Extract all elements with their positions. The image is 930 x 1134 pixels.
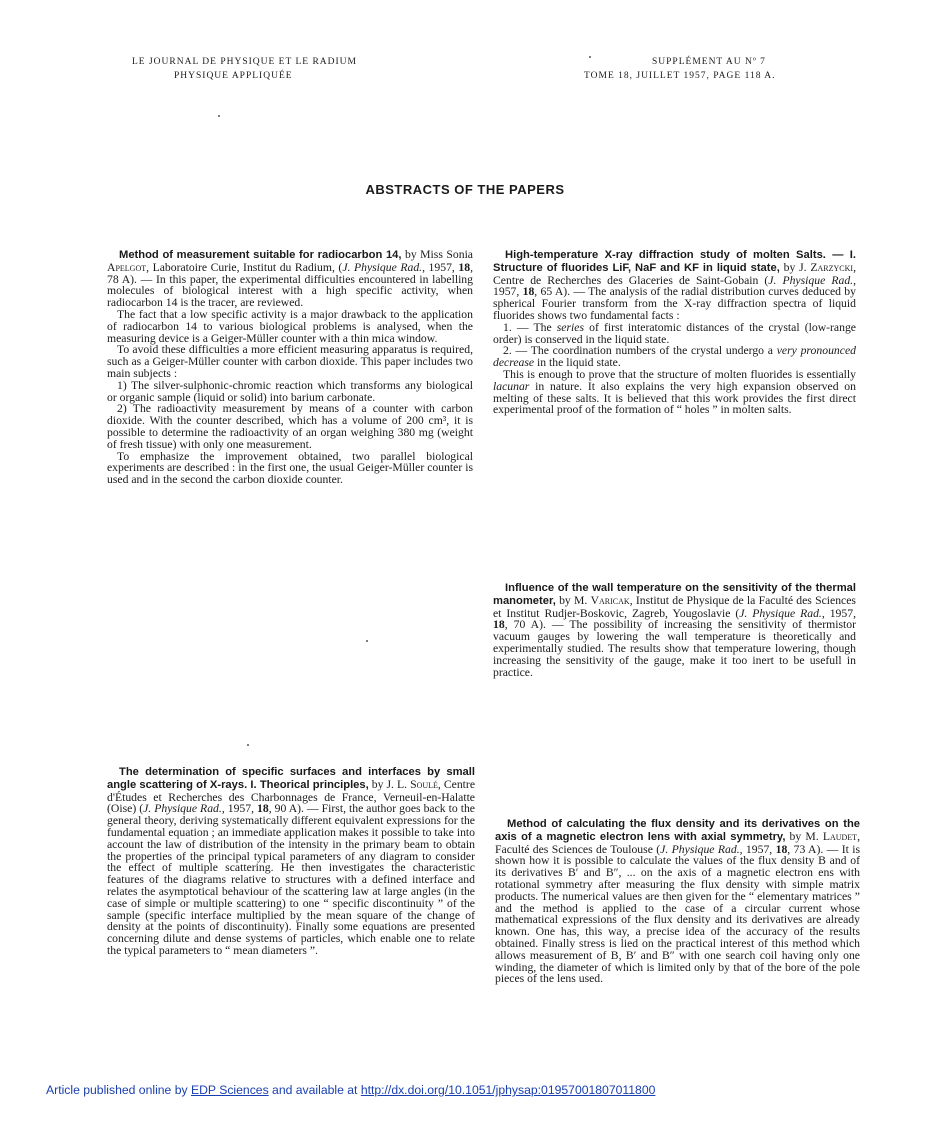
journal-ref: J. Physique Rad. [143, 802, 222, 816]
doi-link[interactable]: http://dx.doi.org/10.1051/jphysap:01957001807011800 [360, 1083, 656, 1097]
scan-speck [218, 115, 220, 117]
abstract-conclusion: This is enough to prove that the structure of molten fluorides is essentially lacunar in nature. It also explains the very high expansion observed on melting of these salts. It is believed that this work provides the first direct experimental proof of the formation of “ holes ” in molten salts. [493, 367, 856, 417]
publisher-link[interactable]: EDP Sciences [190, 1083, 269, 1097]
supplement-label: SUPPLÉMENT AU Nº 7 [652, 57, 766, 67]
abstract-xray-molten-salts [493, 249, 856, 416]
abstract-title: Method of measurement suitable for radiocarbon 14, [119, 249, 402, 261]
fact-two: 2. — The coordination numbers of the crystal undergo a very pronounced decrease in the liquid state. [493, 344, 856, 370]
author-name: Varicak [590, 593, 630, 607]
abstract-intro: Method of measurement suitable for radiocarbon 14, by Miss Sonia Apelgot, Laboratoire Curie, Institut du Radium, (J. Physique Rad., 1957, 18, 78 A). — In this paper, the experimental difficulties encountered in labelling molecules of biological interest with a high specific activity, when radiocarbon 14 is the tracer, are reviewed. [107, 248, 474, 310]
abstract-paragraph: To avoid these difficulties a more efficient measuring apparatus is required, such as a Geiger-Müller counter with carbon dioxide. This paper includes two main subjects : [107, 343, 473, 380]
abstract-paragraph: To emphasize the improvement obtained, two parallel biological experiments are described : in the first one, the usual Geiger-Müller counter is used and in the second the carbon dioxide counter. [107, 449, 473, 487]
scan-speck [247, 744, 249, 746]
scan-speck [366, 640, 368, 642]
abstract-title: The determination of specific surfaces and interfaces by small angle scattering of X-rays. I. Theorical principles, [107, 766, 475, 791]
abstract-small-angle-scattering [107, 766, 475, 957]
abstract-intro: Influence of the wall temperature on the sensitivity of the thermal manometer, by M. Varicak, Institut de Physique de la Faculté des Sciences et Institut Rudjer-Boskovic, Zagreb, Yougoslavie (J. Physique Rad., 1957, 18, 70 A). — The possibility of increasing the sensitivity of thermistor vacuum gauges by lowering the wall temperature is theoretically and experimentally studied. The results show that temperature lowering, though increasing the sensitivity of the gauge, make it too inert to be usefull in practice. [493, 582, 857, 679]
author-name: Zarzycki [810, 260, 854, 274]
volume-page-label: TOME 18, JUILLET 1957, PAGE 118 A. [584, 71, 776, 81]
abstract-intro: The determination of specific surfaces and interfaces by small angle scattering of X-rays. I. Theorical principles, by J. L. Soulé, Centre d'Études et Recherches des Charbonnages de France, Verneuil-en-Halatte (Oise) (J. Physique Rad., 1957, 18, 90 A). — First, the author goes back to the general theory, deriving systematically different equivalent expressions for the fundamental equation ; an immediate application makes it possible to take into account the law of distribution of the intensity in the primary beam to obtain the properties of the principal typical parameters of any diagram to consider the effect of multiple scattering. He then investigates the characteristic features of the diagrams relative to structures with a defined interface and relates the asymptotical behaviour of the scattering law at large angles (in the case of simple or multiple scattering) to one “ specific discontinuity ” of the sample (specific interface multiplied by the mean square of the change of density at the points of discontinuity). Finally some equations are presented concerning dilute and dense systems of particles, which enable one to relate the typical parameters to “ mean diameters ”. [107, 766, 476, 957]
journal-name: LE JOURNAL DE PHYSIQUE ET LE RADIUM [132, 57, 357, 67]
abstract-title: Method of calculating the flux density and its derivatives on the axis of a magnetic electron lens with axial symmetry, [495, 818, 860, 843]
journal-section: PHYSIQUE APPLIQUÉE [174, 71, 293, 81]
abstract-magnetic-lens [495, 818, 860, 985]
fact-one: 1. — The series of first interatomic distances of the crystal (low-range order) is conserved in the liquid state. [493, 320, 856, 346]
author-name: Laudet [822, 829, 858, 843]
abstract-paragraph: 1) The silver-sulphonic-chromic reaction which transforms any biological or organic sample (liquid or solid) into barium carbonate. [107, 378, 473, 404]
journal-ref: J. Physique Rad. [739, 606, 822, 620]
journal-ref: J. Physique Rad. [342, 260, 423, 274]
abstract-title: Influence of the wall temperature on the sensitivity of the thermal manometer, [493, 582, 856, 607]
journal-ref: J. Physique Rad. [660, 842, 740, 856]
abstract-intro: High-temperature X-ray diffraction study of molten Salts. — I. Structure of fluorides LiF, NaF and KF in liquid state, by J. Zarzycki, Centre de Recherches des Glaceries de Saint-Gobain (J. Physique Rad., 1957, 18, 65 A). — The analysis of the radial distribution curves deduced by spherical Fourier transform from the X-ray diffraction spectra of liquid fluorides shows two fundamental facts : [493, 249, 857, 322]
abstract-paragraph: The fact that a low specific activity is a major drawback to the application of radiocarbon 14 to various biological problems is analysed, when the measuring device is a Geiger-Müller counter with a thin mica window. [107, 307, 473, 345]
journal-ref: J. Physique Rad. [768, 273, 854, 287]
abstract-paragraph: 2) The radioactivity measurement by means of a counter with carbon dioxide. With the counter described, which has a volume of 200 cm³, it is possible to determine the radioactivity of an organ weighing 380 mg (weight of fresh tissue) with only one measurement. [107, 402, 473, 451]
author-name: Soulé [410, 777, 438, 791]
abstract-thermal-manometer [493, 582, 856, 678]
abstract-intro: Method of calculating the flux density and its derivatives on the axis of a magnetic electron lens with axial symmetry, by M. Laudet, Faculté des Sciences de Toulouse (J. Physique Rad., 1957, 18, 73 A). — It is shown how it is possible to calculate the values of the flux density B and of its derivatives B′ and B″, ... on the axis of a magnetic electron ens with rotational symmetry after measuring the flux density with simple matrix products. The numerical values are then given for the “ elementary matrices ” and the method is applied to the case of a circular current whose mathematical expressions of the flux density and its derivatives are already known. One has, this way, a precise idea of the accuracy of the results obtained. Finally stress is lied on the practical interest of this method which allows measurement of B, B′ and B″ with one search coil having only one winding, the diameter of which is limited only by that of the bore of the pole pieces of the lens used. [495, 818, 861, 986]
abstract-radiocarbon [107, 249, 473, 486]
issue-header [584, 55, 776, 83]
abstract-title: High-temperature X-ray diffraction study of molten Salts. — I. Structure of fluorides LiF, NaF and KF in liquid state, [493, 249, 856, 274]
author-name: Apelgot [107, 260, 147, 274]
journal-header [132, 55, 357, 83]
scan-speck [589, 56, 591, 58]
page-title: ABSTRACTS OF THE PAPERS [365, 182, 565, 197]
publication-footer: Article published online by EDP Sciences and available at http://dx.doi.org/10.1051/jphysap:01957001807011800 [46, 1083, 656, 1097]
